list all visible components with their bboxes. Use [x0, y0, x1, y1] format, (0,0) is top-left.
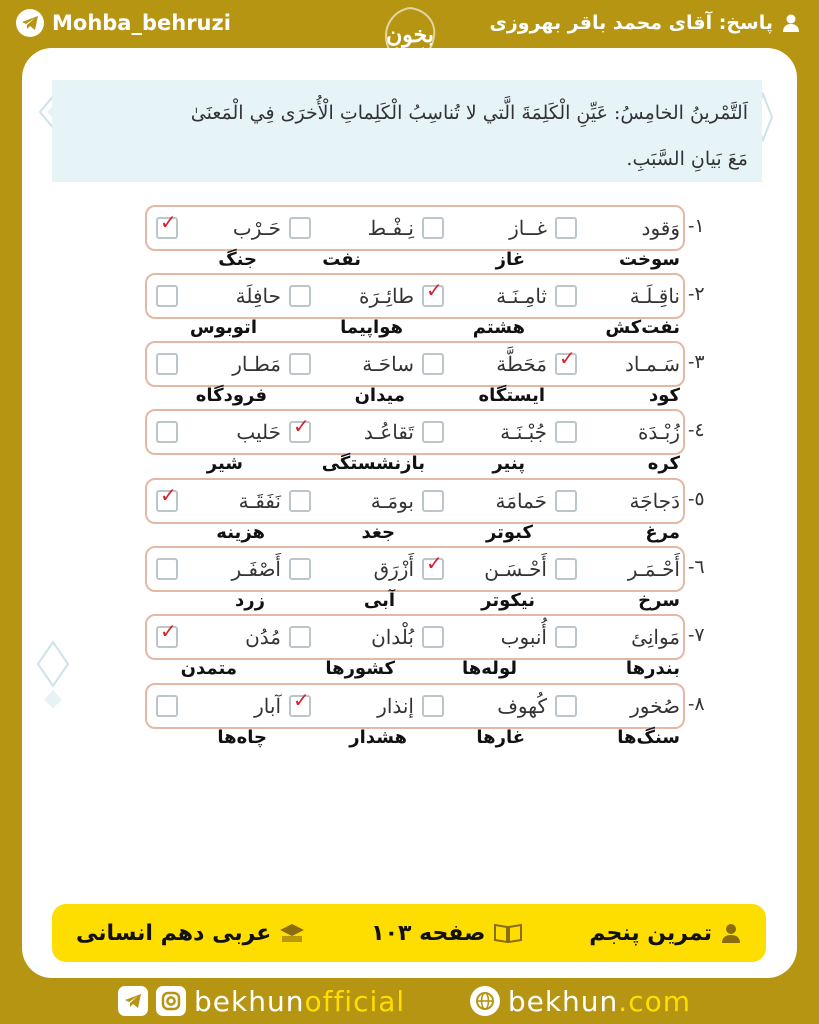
- footer: [0, 978, 819, 1024]
- translation: هزینه: [216, 522, 265, 543]
- option-word: مَطـار: [232, 352, 281, 376]
- logo-text: بخون: [386, 22, 434, 48]
- translation: اتوبوس: [189, 317, 257, 338]
- site-suffix: .com: [618, 984, 691, 1018]
- option-word: إنذار: [377, 694, 414, 718]
- option-word: حافِلَة: [235, 284, 281, 308]
- translation: چاه‌ها: [217, 727, 267, 748]
- top-bar: [0, 0, 819, 46]
- checkbox[interactable]: [156, 353, 178, 375]
- checkbox[interactable]: [156, 421, 178, 443]
- option-word: جُبْـنَـة: [500, 420, 547, 444]
- option[interactable]: [156, 279, 281, 313]
- option-word: تَقاعُـد: [363, 420, 414, 444]
- student-icon: [720, 922, 742, 944]
- site-prefix: bekhun: [507, 984, 619, 1018]
- checkbox[interactable]: [156, 619, 178, 648]
- exercise-title-line1: اَلتَّمْرينُ الخامِسُ: عَيِّنِ الْكَلِمَةَ الَّتي لا تُناسِبُ الْكَلِماتِ الْأُخرَى فِي الْمَعنَىٰ: [190, 102, 748, 124]
- translation: ایستگاه: [478, 385, 545, 406]
- option[interactable]: [289, 211, 414, 245]
- checkbox[interactable]: [156, 285, 178, 307]
- translation: سوخت: [618, 249, 680, 270]
- option[interactable]: [289, 552, 414, 586]
- globe-icon: [470, 986, 500, 1016]
- checkbox[interactable]: [289, 490, 311, 512]
- checkbox[interactable]: [289, 217, 311, 239]
- checkmark-icon: ✓: [160, 619, 177, 643]
- checkbox[interactable]: [555, 626, 577, 648]
- option-word: أَزْرَق: [373, 557, 414, 581]
- social-prefix: bekhun: [194, 984, 305, 1018]
- option-word: حَليب: [236, 420, 281, 444]
- option-word: نِـفْـط: [367, 216, 414, 240]
- option-word: مُدُن: [245, 625, 281, 649]
- checkbox[interactable]: [422, 490, 444, 512]
- option-word: أُنبوب: [500, 625, 547, 649]
- question-row: [0, 273, 819, 343]
- graduation-cap-icon: [279, 922, 305, 944]
- option[interactable]: [156, 347, 281, 381]
- option-word: أَحْـمَـر: [627, 557, 680, 581]
- option-word: بومَـة: [370, 489, 414, 513]
- option-word: بُلْدان: [371, 625, 414, 649]
- option[interactable]: [422, 620, 547, 654]
- question-row: [0, 409, 819, 479]
- exercise-label: [589, 921, 742, 946]
- translation: غارها: [476, 727, 525, 748]
- checkmark-icon: ✓: [160, 483, 177, 507]
- option[interactable]: [289, 347, 414, 381]
- translation: هشدار: [349, 727, 407, 748]
- option[interactable]: [422, 415, 547, 449]
- option[interactable]: [156, 484, 281, 518]
- book-icon: [493, 922, 523, 944]
- question-row: [0, 614, 819, 684]
- question-row: [0, 341, 819, 411]
- translation: کبوتر: [485, 522, 533, 543]
- checkbox[interactable]: [289, 626, 311, 648]
- translation: زرد: [235, 590, 265, 611]
- translation: شیر: [206, 453, 243, 474]
- telegram-icon: [16, 9, 44, 37]
- translation: فرودگاه: [195, 385, 267, 406]
- translation: مرغ: [645, 522, 680, 543]
- option-word: مَوانِئ: [631, 625, 680, 649]
- page-label: [371, 921, 523, 946]
- row-number: ٢-: [688, 283, 705, 305]
- checkbox[interactable]: [555, 346, 577, 375]
- option[interactable]: [422, 347, 547, 381]
- checkmark-icon: ✓: [293, 688, 310, 712]
- exercise-title-line2: مَعَ بَيانِ السَّبَبِ.: [626, 148, 748, 170]
- option-word: كُهوف: [497, 694, 547, 718]
- checkbox[interactable]: [289, 414, 311, 443]
- checkbox[interactable]: [555, 421, 577, 443]
- page-label-text: صفحه ۱۰۳: [371, 920, 486, 946]
- checkmark-icon: ✓: [426, 551, 443, 575]
- option-word: ثامِـنَـة: [496, 284, 547, 308]
- exercise-label-text: تمرین پنجم: [589, 920, 712, 946]
- translation: نفت‌کش: [605, 317, 680, 338]
- checkbox[interactable]: [289, 285, 311, 307]
- checkmark-icon: ✓: [426, 278, 443, 302]
- checkbox[interactable]: [422, 278, 444, 307]
- book-label: [76, 921, 305, 946]
- translation: جغد: [361, 522, 395, 543]
- checkbox[interactable]: [156, 695, 178, 717]
- checkbox[interactable]: [422, 626, 444, 648]
- checkbox[interactable]: [289, 353, 311, 375]
- row-number: ١-: [688, 215, 705, 237]
- option[interactable]: [555, 279, 680, 313]
- option[interactable]: [555, 484, 680, 518]
- option-word: أَصْفَـر: [231, 557, 281, 581]
- checkbox[interactable]: [555, 490, 577, 512]
- option-word: دَجاجَة: [629, 489, 680, 513]
- translation: نفت: [322, 249, 361, 270]
- translation: غاز: [495, 249, 525, 270]
- option[interactable]: [555, 552, 680, 586]
- option[interactable]: [422, 211, 547, 245]
- option-word: آبار: [254, 694, 281, 718]
- translation: جنگ: [218, 249, 257, 270]
- social-suffix: official: [304, 984, 406, 1018]
- translation: بندرها: [625, 658, 680, 679]
- translation: کود: [649, 385, 680, 406]
- answer-author-text: پاسخ: آقای محمد باقر بهروزی: [489, 12, 773, 34]
- translation: کشورها: [325, 658, 395, 679]
- info-bar: [52, 904, 766, 962]
- row-number: ٦-: [688, 556, 705, 578]
- telegram-handle-link[interactable]: [16, 8, 231, 38]
- translation: هشتم: [472, 317, 525, 338]
- social-handle-link[interactable]: [118, 985, 405, 1018]
- exercise-heading: [52, 80, 762, 182]
- user-icon: [781, 13, 801, 33]
- checkbox[interactable]: [555, 217, 577, 239]
- option[interactable]: [422, 279, 547, 313]
- option[interactable]: [289, 484, 414, 518]
- option-word: غــاز: [509, 216, 547, 240]
- option-word: حَمامَة: [495, 489, 547, 513]
- checkmark-icon: ✓: [559, 346, 576, 370]
- translation: آبی: [363, 590, 395, 611]
- question-row: [0, 546, 819, 616]
- option[interactable]: [422, 552, 547, 586]
- question-row: [0, 205, 819, 275]
- option-word: مَحَطَّة: [496, 352, 547, 376]
- row-number: ٣-: [688, 351, 705, 373]
- checkbox[interactable]: [422, 217, 444, 239]
- option-word: زُبْـدَة: [637, 420, 680, 444]
- checkbox[interactable]: [555, 558, 577, 580]
- translation: پنیر: [492, 453, 525, 474]
- option-word: صُخور: [630, 694, 680, 718]
- checkbox[interactable]: [555, 285, 577, 307]
- translation: بازنشستگی: [321, 453, 425, 474]
- checkbox[interactable]: [289, 558, 311, 580]
- translation: متمدن: [180, 658, 237, 679]
- option-word: أَحْـسَـن: [484, 557, 547, 581]
- option-word: طائِـرَة: [359, 284, 414, 308]
- checkbox[interactable]: [422, 353, 444, 375]
- checkmark-icon: ✓: [293, 414, 310, 438]
- checkbox[interactable]: [422, 695, 444, 717]
- telegram-handle-text: Mohba_behruzi: [52, 11, 231, 35]
- option-word: حَـرْب: [232, 216, 281, 240]
- option-word: وَقود: [641, 216, 680, 240]
- instagram-icon: [156, 986, 186, 1016]
- option[interactable]: [289, 620, 414, 654]
- option[interactable]: [422, 689, 547, 723]
- row-number: ٥-: [688, 488, 705, 510]
- checkbox[interactable]: [156, 483, 178, 512]
- option[interactable]: [555, 689, 680, 723]
- option[interactable]: [156, 620, 281, 654]
- checkmark-icon: ✓: [160, 210, 177, 234]
- option[interactable]: [156, 689, 281, 723]
- translation: سنگ‌ها: [617, 727, 680, 748]
- option[interactable]: [555, 211, 680, 245]
- translation: نیکوتر: [481, 590, 535, 611]
- translation: سرخ: [638, 590, 680, 611]
- checkbox[interactable]: [555, 695, 577, 717]
- option[interactable]: [289, 279, 414, 313]
- option[interactable]: [422, 484, 547, 518]
- telegram-icon: [118, 986, 148, 1016]
- option[interactable]: [555, 620, 680, 654]
- option-word: ساحَـة: [362, 352, 414, 376]
- option[interactable]: [555, 347, 680, 381]
- option[interactable]: [156, 211, 281, 245]
- option[interactable]: [289, 689, 414, 723]
- row-number: ٤-: [688, 419, 705, 441]
- option-word: نَفَقَـة: [238, 489, 281, 513]
- option[interactable]: [156, 552, 281, 586]
- checkbox[interactable]: [156, 558, 178, 580]
- book-label-text: عربی دهم انسانی: [76, 920, 272, 946]
- translation: هواپیما: [340, 317, 403, 338]
- option[interactable]: [555, 415, 680, 449]
- checkbox[interactable]: [422, 421, 444, 443]
- option[interactable]: [156, 415, 281, 449]
- answer-author: [489, 8, 801, 38]
- translation: کره: [647, 453, 680, 474]
- option-word: ناقِـلَـة: [629, 284, 680, 308]
- option[interactable]: [289, 415, 414, 449]
- question-row: [0, 478, 819, 548]
- checkbox[interactable]: [422, 551, 444, 580]
- checkbox[interactable]: [289, 688, 311, 717]
- option-word: سَـمـاد: [624, 352, 680, 376]
- translation: میدان: [354, 385, 405, 406]
- checkbox[interactable]: [156, 210, 178, 239]
- translation: لوله‌ها: [462, 658, 517, 679]
- question-row: [0, 683, 819, 753]
- row-number: ٨-: [688, 693, 705, 715]
- row-number: ٧-: [688, 624, 705, 646]
- website-link[interactable]: [470, 985, 691, 1018]
